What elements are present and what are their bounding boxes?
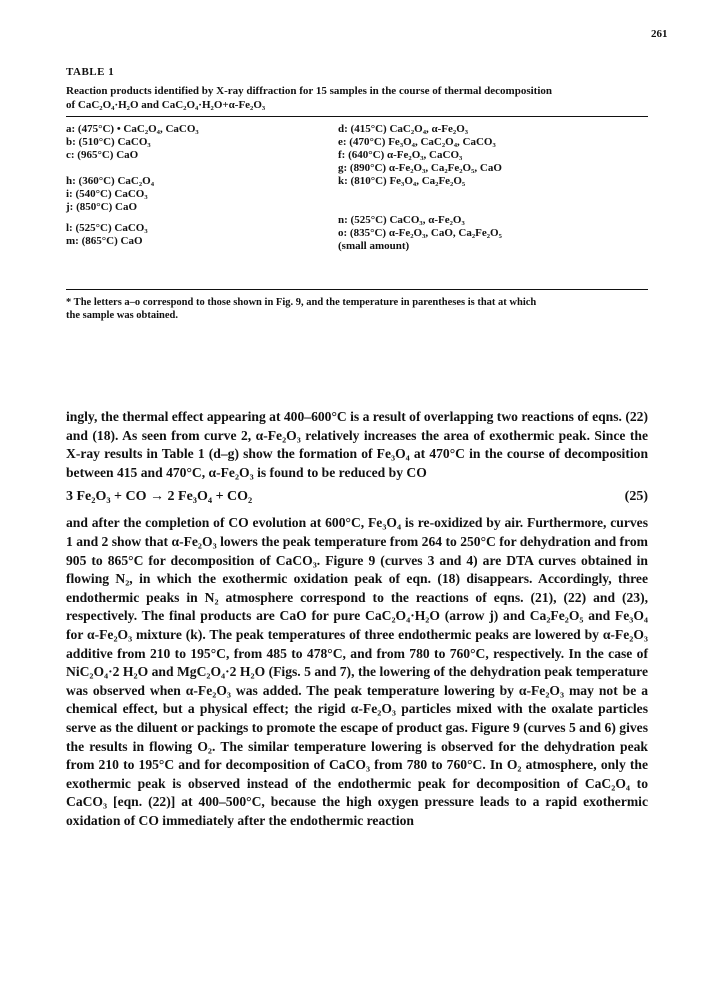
table-cell: h: (360°C) CaC₂O₄	[66, 175, 154, 187]
page-number: 261	[651, 28, 668, 40]
table-1	[66, 66, 648, 322]
paragraph: and after the completion of CO evolution at 600°C, Fe₃O₄ is re-oxidized by air. Furthermore, curves 1 and 2 show that α-Fe₂O₃ lowers the peak temperature from 264 to 250°C for dehydration and from 905 to 865°C for decomposition of CaCO₃. Figure 9 (curves 3 and 4) are DTA curves obtained in flowing N₂, in which the exothermic oxidation peak of eqn. (18) disappears. Accordingly, three endothermic peaks in N₂ atmosphere correspond to the reactions of eqns. (21), (22) and (23), respectively. The final products are CaO for pure CaC₂O₄·H₂O (arrow j) and Ca₂Fe₂O₅ and Fe₃O₄ for α-Fe₂O₃ mixture (k). The peak temperatures of three endothermic peaks are lowered by α-Fe₂O₃ additive from 210 to 195°C, from 485 to 478°C, and from 780 to 760°C, respectively. In the case of NiC₂O₄·2 H₂O and MgC₂O₄·2 H₂O (Figs. 5 and 7), the lowering of the dehydration peak temperature was observed when α-Fe₂O₃ was added. The peak temperature lowering by α-Fe₂O₃ may not be a chemical effect, but a physical effect; the rigid α-Fe₂O₃ particles mixed with the oxalate particles serve as the diluent or packings to promote the escape of product gas. Figure 9 (curves 5 and 6) gives the results in flowing O₂. The similar temperature lowering is observed for the dehydration peak from 210 to 195°C and for decomposition of CaCO₃ from 780 to 760°C. In O₂ atmosphere, only the exothermic peak is observed instead of the endothermic peak for decomposition of CaC₂O₄ to CaCO₃ [eqn. (22)] at 400–500°C, because the high oxygen pressure leads to a rapid exothermic oxidation of CO immediately after the endothermic reaction	[66, 515, 648, 828]
table-right-column	[338, 123, 648, 253]
table-caption-line-1: Reaction products identified by X-ray diffraction for 15 samples in the course of thermal decomposition	[66, 85, 553, 97]
table-footnote	[66, 296, 648, 322]
table-footnote-line-1: * The letters a–o correspond to those shown in Fig. 9, and the temperature in parentheses is that at which	[66, 297, 537, 308]
table-cell: g: (890°C) α-Fe₂O₃, Ca₂Fe₂O₅, CaO	[338, 162, 502, 174]
table-cell: c: (965°C) CaO	[66, 149, 139, 161]
table-cell: m: (865°C) CaO	[66, 235, 143, 247]
table-cell: k: (810°C) Fe₃O₄, Ca₂Fe₂O₅	[338, 175, 466, 187]
table-cell: f: (640°C) α-Fe₂O₃, CaCO₃	[338, 149, 463, 161]
table-label: TABLE 1	[66, 66, 115, 78]
table-left-column	[66, 123, 336, 248]
table-cell: a: (475°C) • CaC₂O₄, CaCO₃	[66, 123, 199, 135]
table-cell: i: (540°C) CaCO₃	[66, 188, 148, 200]
table-cell: l: (525°C) CaCO₃	[66, 222, 148, 234]
table-cell: n: (525°C) CaCO₃, α-Fe₂O₃	[338, 214, 465, 226]
table-cell: b: (510°C) CaCO₃	[66, 136, 151, 148]
table-caption	[66, 84, 648, 112]
equation-expression: 3 Fe₂O₃ + CO → 2 Fe₃O₄ + CO₂	[66, 489, 253, 505]
table-cell: (small amount)	[338, 240, 410, 252]
paragraph: ingly, the thermal effect appearing at 400–600°C is a result of overlapping two reactions of eqns. (22) and (18). As seen from curve 2, α-Fe₂O₃ relatively increases the area of exothermic peak. Since the X-ray results in Table 1 (d–g) show the formation of Fe₃O₄ at 470°C in the course of decomposition between 415 and 470°C, α-Fe₂O₃ is found to be reduced by CO	[66, 409, 648, 480]
table-bottom-rule	[66, 289, 648, 290]
table-body	[66, 117, 648, 289]
table-cell: o: (835°C) α-Fe₂O₃, CaO, Ca₂Fe₂O₅	[338, 227, 502, 239]
equation-number: (25)	[624, 489, 648, 505]
table-footnote-line-2: the sample was obtained.	[66, 310, 179, 321]
body-text	[66, 408, 648, 830]
table-cell: d: (415°C) CaC₂O₄, α-Fe₂O₃	[338, 123, 469, 135]
table-cell: j: (850°C) CaO	[66, 201, 137, 213]
equation-25	[66, 487, 648, 507]
table-caption-line-2: of CaC₂O₄·H₂O and CaC₂O₄·H₂O+α-Fe₂O₃	[66, 99, 266, 111]
table-cell: e: (470°C) Fe₃O₄, CaC₂O₄, CaCO₃	[338, 136, 496, 148]
